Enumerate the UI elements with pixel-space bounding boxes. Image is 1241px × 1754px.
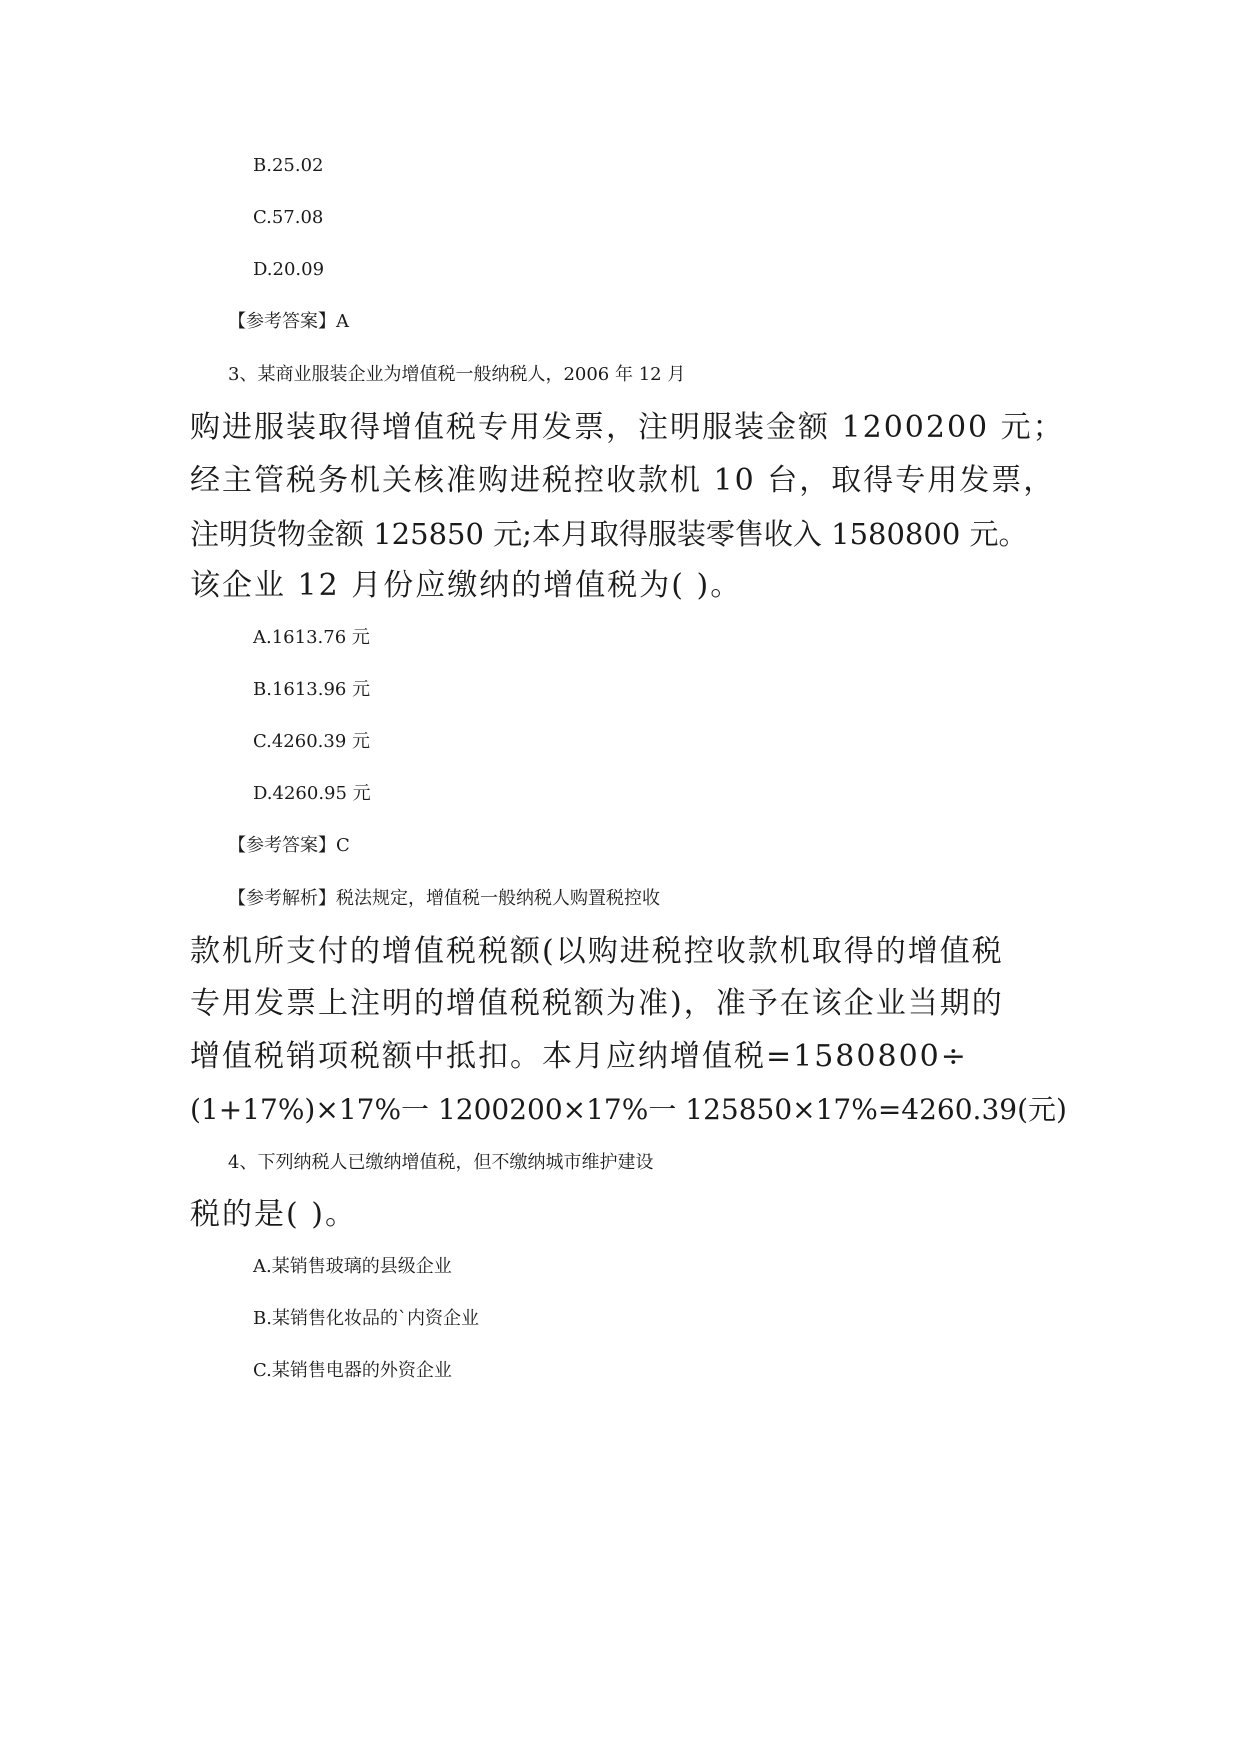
q3-option-d: D.4260.95 元 (253, 783, 371, 804)
q3-option-c: C.4260.39 元 (253, 731, 371, 752)
q4-option-c: C.某销售电器的外资企业 (253, 1360, 452, 1381)
q4-stem-line-2: 税的是( )。 (190, 1197, 357, 1232)
q3-stem-line-4: 注明货物金额 125850 元;本月取得服装零售收入 1580800 元。 (190, 517, 1028, 551)
q3-option-a: A.1613.76 元 (253, 627, 370, 648)
q2-option-c: C.57.08 (253, 207, 324, 228)
q3-stem-line-1: 3、某商业服装企业为增值税一般纳税人，2006 年 12 月 (228, 364, 686, 385)
q3-stem-line-2: 购进服装取得增值税专用发票，注明服装金额 1200200 元； (190, 410, 1065, 445)
q3-stem-line-5: 该企业 12 月份应缴纳的增值税为( )。 (190, 568, 743, 603)
q4-option-b: B.某销售化妆品的`内资企业 (253, 1308, 479, 1329)
q3-analysis-line-2: 款机所支付的增值税税额(以购进税控收款机取得的增值税 (190, 934, 1004, 969)
q2-option-d: D.20.09 (253, 259, 325, 280)
q2-answer: 【参考答案】A (228, 311, 349, 332)
q3-answer: 【参考答案】C (228, 835, 350, 856)
q3-analysis-line-3: 专用发票上注明的增值税税额为准)，准予在该企业当期的 (190, 986, 1004, 1021)
q3-analysis-line-4: 增值税销项税额中抵扣。本月应纳增值税=1580800÷ (190, 1039, 968, 1074)
q3-analysis-line-1: 【参考解析】税法规定，增值税一般纳税人购置税控收 (228, 888, 660, 909)
q4-option-a: A.某销售玻璃的县级企业 (253, 1256, 452, 1277)
q4-stem-line-1: 4、下列纳税人已缴纳增值税，但不缴纳城市维护建设 (228, 1152, 654, 1173)
q3-option-b: B.1613.96 元 (253, 679, 371, 700)
q2-option-b: B.25.02 (253, 155, 324, 176)
q3-stem-line-3: 经主管税务机关核准购进税控收款机 10 台，取得专用发票， (190, 463, 1056, 498)
q3-analysis-line-5: (1+17%)×17%一 1200200×17%一 125850×17%=4260.39(元) (190, 1093, 1067, 1126)
